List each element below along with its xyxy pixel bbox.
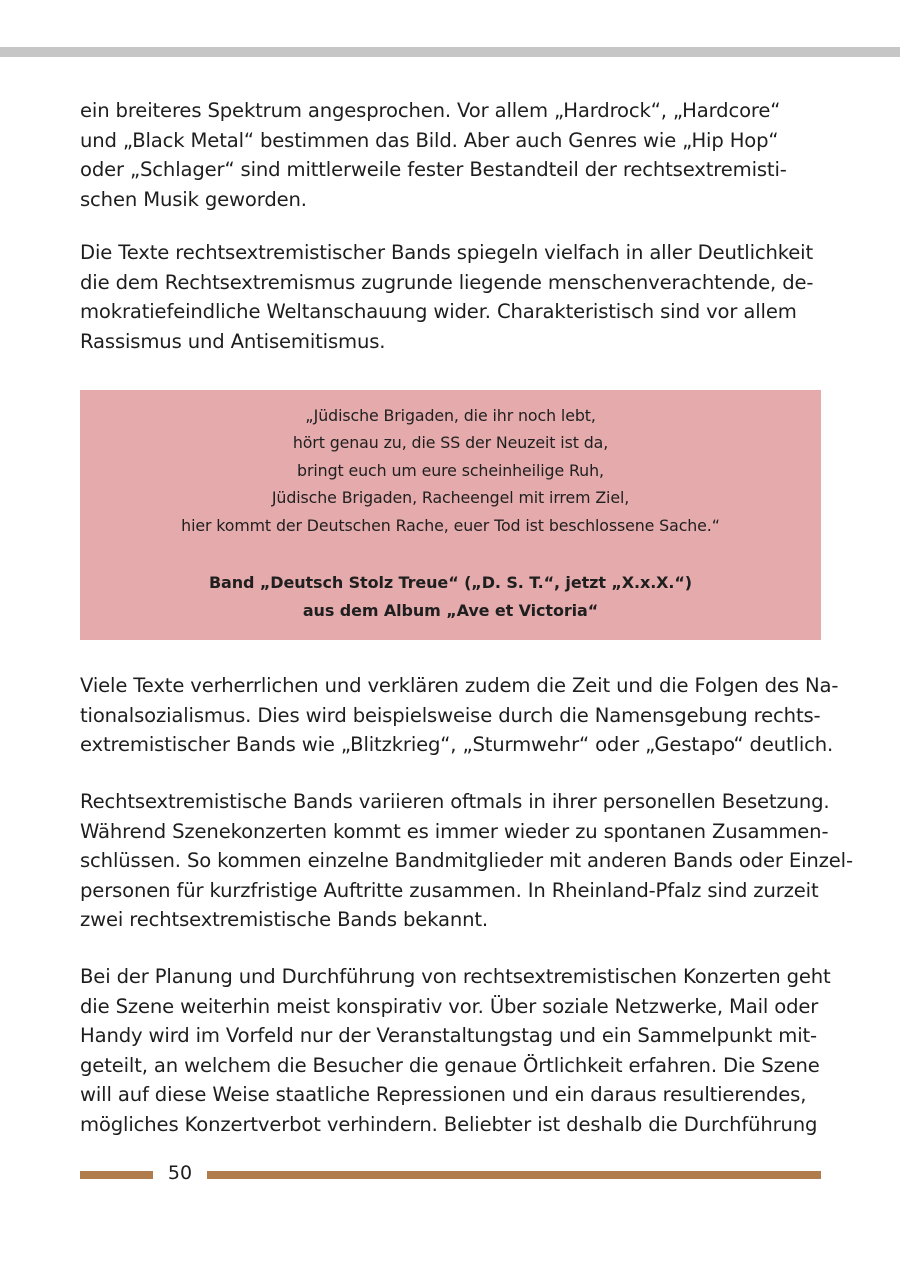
quote-source-line: aus dem Album „Ave et Victoria“ [302, 601, 599, 620]
paragraph-music-genres [80, 96, 825, 214]
quote-text [80, 402, 821, 539]
quote-line: hier kommt der Deutschen Rache, euer Tod ist beschlossene Sache.“ [181, 515, 720, 535]
text-line: zwei rechtsextremistische Bands bekannt. [80, 908, 489, 931]
footer-rule-left [80, 1171, 153, 1179]
text-line: tionalsozialismus. Dies wird beispielsweise durch die Namensgebung rechts- [80, 703, 821, 727]
text-line: schlüssen. So kommen einzelne Bandmitglieder mit anderen Bands oder Einzel- [80, 849, 853, 872]
text-line: Bei der Planung und Durchführung von rechtsextremistischen Konzerten geht [80, 965, 831, 988]
text-line: personen für kurzfristige Auftritte zusammen. In Rheinland-Pfalz sind zurzeit [80, 878, 819, 902]
quote-line: bringt euch um eure scheinheilige Ruh, [297, 460, 604, 480]
text-line: Rechtsextremistische Bands variieren oftmals in ihrer personellen Besetzung. [80, 790, 830, 813]
page-number: 50 [167, 1162, 193, 1184]
text-line: will auf diese Weise staatliche Repressionen und ein daraus resultierendes, [80, 1083, 807, 1106]
text-line: Viele Texte verherrlichen und verklären zudem die Zeit und die Folgen des Na- [80, 674, 839, 697]
text-line: oder „Schlager“ sind mittlerweile fester Bestandteil der rechtsextremisti- [80, 158, 787, 181]
text-line: Rassismus und Antisemitismus. [80, 329, 386, 353]
quote-source [80, 569, 821, 625]
paragraph-band-lineups [80, 787, 853, 935]
text-line: die Szene weiterhin meist konspirativ vor. Über soziale Netzwerke, Mail oder [80, 994, 819, 1018]
text-line: schen Musik geworden. [80, 187, 307, 211]
quote-line: Jüdische Brigaden, Racheengel mit irrem Ziel, [271, 488, 630, 508]
text-line: mokratiefeindliche Weltanschauung wider. Charakteristisch sind vor allem [80, 300, 797, 323]
text-line: und „Black Metal“ bestimmen das Bild. Aber auch Genres wie „Hip Hop“ [80, 128, 779, 152]
quote-source-line: Band „Deutsch Stolz Treue“ („D. S. T.“, jetzt „X.x.X.“) [208, 573, 693, 592]
text-line: die dem Rechtsextremismus zugrunde liegende menschenverachtende, de- [80, 270, 814, 294]
text-line: geteilt, an welchem die Besucher die genaue Örtlichkeit erfahren. Die Szene [80, 1053, 820, 1077]
text-line: Während Szenekonzerten kommt es immer wieder zu spontanen Zusammen- [80, 819, 829, 843]
text-line: extremistischer Bands wie „Blitzkrieg“, „Sturmwehr“ oder „Gestapo“ deutlich. [80, 733, 834, 756]
text-line: ein breiteres Spektrum angesprochen. Vor allem „Hardrock“, „Hardcore“ [80, 99, 781, 122]
paragraph-glorification [80, 671, 839, 760]
quote-line: hört genau zu, die SS der Neuzeit ist da, [292, 433, 609, 453]
paragraph-concert-planning [80, 962, 831, 1139]
footer-rule-right [207, 1171, 821, 1179]
paragraph-band-lyrics [80, 238, 825, 356]
quote-line: „Jüdische Brigaden, die ihr noch lebt, [305, 406, 596, 425]
text-line: Handy wird im Vorfeld nur der Veranstaltungstag und ein Sammelpunkt mit- [80, 1024, 817, 1047]
text-line: Die Texte rechtsextremistischer Bands spiegeln vielfach in aller Deutlichkeit [80, 241, 814, 264]
text-line: mögliches Konzertverbot verhindern. Beliebter ist deshalb die Durchführung [80, 1112, 818, 1136]
header-rule [0, 47, 900, 57]
